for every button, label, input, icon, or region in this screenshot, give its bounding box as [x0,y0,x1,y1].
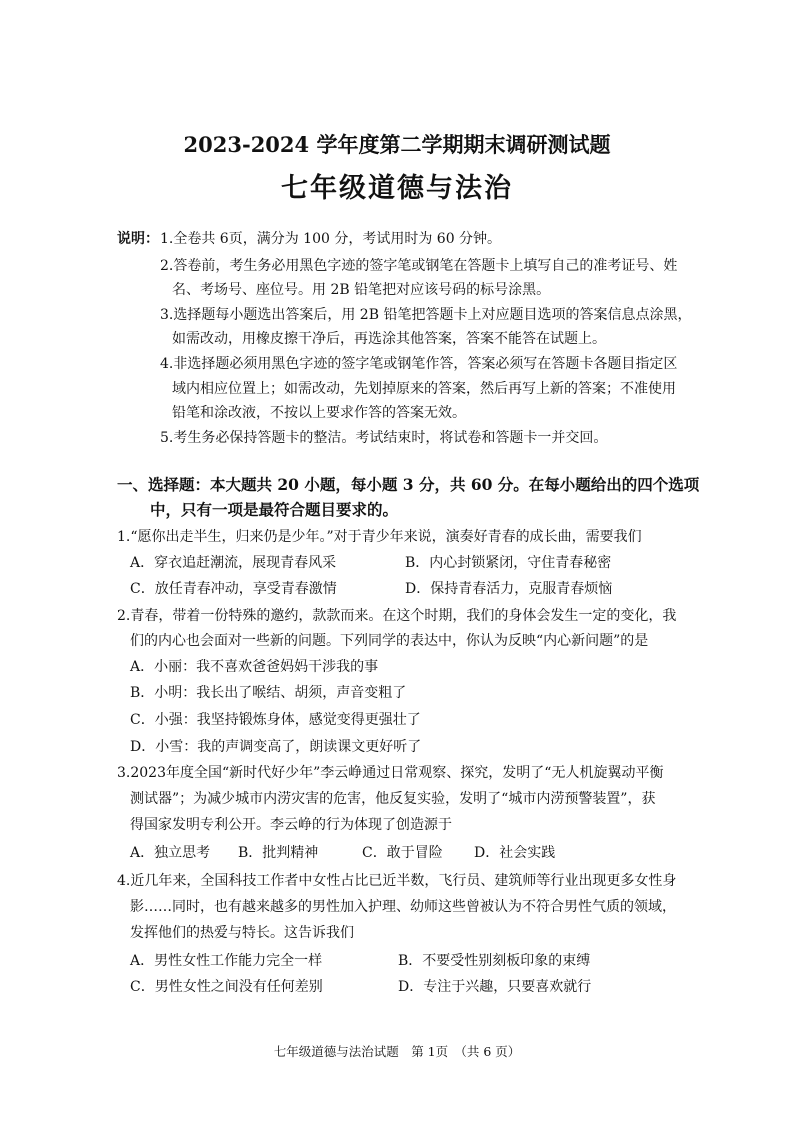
question-2-option-d: D．小雪：我的声调变高了，朗读课文更好听了 [130,739,422,755]
instruction-line: 铅笔和涂改液，不按以上要求作答的答案无效。 [172,405,466,421]
question-2-option-a: A．小丽：我不喜欢爸爸妈妈干涉我的事 [130,659,379,675]
question-4-option-b: B．不要受性别刻板印象的束缚 [398,953,591,969]
instruction-line: 5.考生务必保持答题卡的整洁。考试结束时，将试卷和答题卡一并交回。 [160,430,608,446]
subject-title: 七年级道德与法治 [281,173,513,204]
question-4-stem: 影……同时，也有越来越多的男性加入护理、幼师这些曾被认为不符合男性气质的领域， [130,899,676,915]
question-3-option-b: B．批判精神 [238,845,319,861]
question-1-stem: 1.“愿你出走半生，归来仍是少年。”对于青少年来说，演奏好青春的成长曲，需要我们 [117,529,642,545]
question-4-option-d: D．专注于兴趣，只要喜欢就行 [398,979,592,995]
question-4-stem: 发挥他们的热爱与特长。这告诉我们 [130,925,354,941]
question-4-option-c: C．男性女性之间没有任何差别 [130,979,323,995]
question-2-option-c: C．小强：我坚持锻炼身体，感觉变得更强壮了 [130,712,421,728]
section-heading: 中，只有一项是最符合题目要求的。 [150,500,399,519]
question-1-option-c: C．放任青春冲动，享受青春激情 [130,581,337,597]
question-3-stem: 3.2023年度全国“新时代好少年”李云峥通过日常观察、探究，发明了“无人机旋翼动平衡 [117,765,664,781]
question-1-option-b: B．内心封锁紧闭，守住青春秘密 [405,555,612,571]
instructions-label: 说明： [117,231,159,247]
question-2-stem: 2.青春，带着一份特殊的邀约，款款而来。在这个时期，我们的身体会发生一定的变化，我 [117,608,677,624]
question-3-option-a: A．独立思考 [130,845,211,861]
question-3-option-d: D．社会实践 [474,845,556,861]
question-4-stem: 4.近几年来，全国科技工作者中女性占比已近半数，飞行员、建筑师等行业出现更多女性身 [117,873,677,889]
instruction-line: 3.选择题每小题选出答案后，用 2B 铅笔把答题卡上对应题目选项的答案信息点涂黑， [160,307,692,323]
instruction-line: 2.答卷前，考生务必用黑色字迹的签字笔或钢笔在答题卡上填写自己的准考证号、姓 [160,258,678,274]
question-2-option-b: B．小明：我长出了喉结、胡须，声音变粗了 [130,685,407,701]
exam-title: 2023-2024 学年度第二学期期末调研测试题 [183,132,611,157]
instruction-line: 名、考场号、座位号。用 2B 铅笔把对应该号码的标号涂黑。 [172,282,551,298]
question-3-stem: 得国家发明专利公开。李云峥的行为体现了创造源于 [130,817,452,833]
instruction-line: 4.非选择题必须用黑色字迹的签字笔或钢笔作答，答案必须写在答题卡各题目指定区 [160,356,678,372]
question-1-option-d: D．保持青春活力，克服青春烦恼 [405,581,613,597]
instruction-line: 如需改动，用橡皮擦干净后，再选涂其他答案，答案不能答在试题上。 [172,331,606,347]
question-3-stem: 测试器”；为减少城市内涝灾害的危害，他反复实验，发明了“城市内涝预警装置”，获 [130,791,656,807]
question-1-option-a: A．穿衣追赶潮流，展现青春风采 [130,555,337,571]
question-2-stem: 们的内心也会面对一些新的问题。下列同学的表达中，你认为反映“内心新问题”的是 [130,633,649,649]
question-3-option-c: C．敢于冒险 [362,845,443,861]
page-footer: 七年级道德与法治试题 第 1页 （共 6 页） [273,1044,521,1059]
instruction-line: 域内相应位置上；如需改动，先划掉原来的答案，然后再写上新的答案；不准使用 [172,381,676,397]
instruction-line: 1.全卷共 6页，满分为 100 分，考试用时为 60 分钟。 [160,231,502,247]
question-4-option-a: A．男性女性工作能力完全一样 [130,953,323,969]
section-heading: 一、选择题：本大题共 20 小题，每小题 3 分，共 60 分。在每小题给出的四个选项 [117,475,700,494]
